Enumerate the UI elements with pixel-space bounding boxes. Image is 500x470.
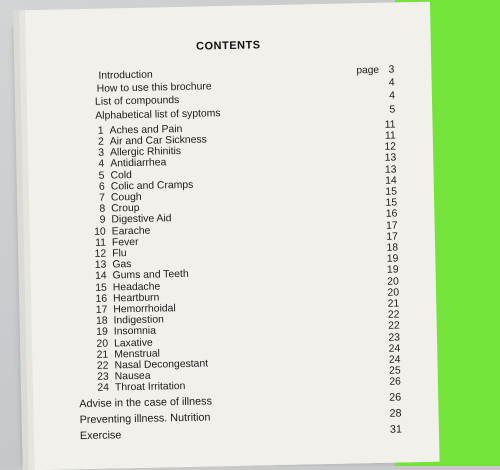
toc-page-number: 11 xyxy=(384,119,396,131)
toc-entry-label: Croup xyxy=(111,203,140,215)
toc-entry-label: Nausea xyxy=(114,370,151,383)
toc-entry-number: 15 xyxy=(95,282,107,294)
toc-entry-label: Allergic Rhinitis xyxy=(109,146,182,159)
toc-back-matter-entry xyxy=(80,411,211,426)
toc-page-number: 25 xyxy=(389,365,401,377)
toc-symptom-entry xyxy=(88,237,139,249)
toc-page-number: 15 xyxy=(385,186,398,198)
toc-front-matter-entry xyxy=(97,82,212,95)
toc-page-number: 20 xyxy=(387,287,400,299)
toc-entry-number: 4 xyxy=(98,159,105,171)
toc-entry-number: 12 xyxy=(94,248,107,260)
toc-page-number: 31 xyxy=(389,423,403,436)
toc-entry-label: Cold xyxy=(110,169,133,182)
toc-symptom-entry xyxy=(87,180,194,193)
toc-page-number: 19 xyxy=(386,264,399,277)
toc-entry-number: 16 xyxy=(95,293,108,305)
toc-front-matter-entry xyxy=(95,95,180,108)
toc-entry-label: Flu xyxy=(112,248,127,260)
toc-entry-number: 2 xyxy=(97,136,104,148)
toc-entry-number: 1 xyxy=(97,125,104,137)
toc-page-number: 26 xyxy=(389,391,402,404)
toc-page-number: 16 xyxy=(385,208,398,221)
toc-page-number: 4 xyxy=(389,90,396,103)
toc-entry-label: Gas xyxy=(112,259,132,271)
toc-symptom-entry xyxy=(88,259,131,271)
toc-entry-number: 24 xyxy=(97,382,110,395)
toc-entry-label: Digestive Aid xyxy=(111,213,172,226)
toc-entry-label: Colic and Cramps xyxy=(110,179,194,193)
toc-page-number: 22 xyxy=(388,320,400,333)
toc-entry-label: Fever xyxy=(111,236,139,249)
toc-entry-label: List of compounds xyxy=(94,95,180,109)
toc-entry-label: Hemorrhoidal xyxy=(113,303,176,316)
toc-symptom-entry xyxy=(87,203,140,215)
toc-symptom-entry xyxy=(91,381,186,394)
toc-symptom-entry xyxy=(87,214,171,227)
toc-entry-label: Air and Car Sickness xyxy=(109,134,207,148)
toc-front-matter-entry xyxy=(95,108,221,122)
toc-entry-label: Antidiarrhea xyxy=(110,157,167,170)
toc-entry-label: Preventing illness. Nutrition xyxy=(79,411,211,426)
toc-page-number: 24 xyxy=(388,343,401,355)
toc-entry-number: 5 xyxy=(98,170,105,182)
toc-entry-label: Heartburn xyxy=(112,292,160,305)
toc-symptom-entry xyxy=(88,225,151,237)
toc-entry-label: Indigestion xyxy=(113,314,164,327)
toc-page-number: 13 xyxy=(384,164,397,176)
toc-symptom-entry xyxy=(86,146,181,159)
toc-entry-number: 8 xyxy=(99,203,106,215)
toc-symptom-entry xyxy=(88,248,127,260)
toc-entry-label: Headache xyxy=(112,281,161,294)
toc-page-number: 21 xyxy=(387,298,400,310)
toc-page-number: 28 xyxy=(389,407,402,420)
toc-page-number: 4 xyxy=(388,77,395,89)
toc-entry-label: Laxative xyxy=(113,337,153,350)
toc-symptom-entry xyxy=(86,170,132,182)
toc-page-number: 13 xyxy=(384,152,397,165)
toc-entry-label: Introduction xyxy=(98,69,153,82)
toc-entry-label: Gums and Teeth xyxy=(112,269,189,282)
toc-entry-label: Cough xyxy=(110,191,142,204)
toc-entry-number: 18 xyxy=(95,315,108,328)
toc-page-number: 20 xyxy=(387,276,399,288)
toc-back-matter-entry xyxy=(80,429,122,442)
toc-entry-number: 7 xyxy=(99,192,106,204)
toc-entry-label: How to use this brochure xyxy=(96,81,212,95)
page-column-label: page xyxy=(356,64,380,77)
toc-entry-label: Throat Irritation xyxy=(114,381,186,394)
toc-entry-number: 11 xyxy=(95,237,107,249)
toc-page-number: 17 xyxy=(386,231,398,243)
toc-entry-number: 10 xyxy=(94,226,106,238)
toc-entry-number: 6 xyxy=(98,181,105,193)
toc-entry-number: 21 xyxy=(96,349,109,361)
toc-page-number: 24 xyxy=(388,354,401,366)
toc-page-number: 23 xyxy=(388,332,401,344)
toc-entry-number: 20 xyxy=(96,338,109,350)
toc-entry-label: Insomnia xyxy=(113,325,157,338)
toc-entry-label: Alphabetical list of syptoms xyxy=(95,107,221,122)
toc-page-number: 17 xyxy=(385,220,398,232)
toc-entry-number: 22 xyxy=(96,360,109,372)
toc-entry-label: Aches and Pain xyxy=(109,123,183,137)
toc-page-number: 14 xyxy=(385,175,397,187)
toc-entry-label: Nasal Decongestant xyxy=(114,358,209,372)
toc-entry-number: 19 xyxy=(96,326,108,339)
toc-page-number: 15 xyxy=(385,197,398,209)
toc-symptom-entry xyxy=(87,192,142,204)
toc-page-number: 19 xyxy=(386,253,399,265)
toc-entry-label: Advise in the case of illness xyxy=(79,395,213,410)
toc-entry-number: 9 xyxy=(99,214,106,227)
toc-page-number: 11 xyxy=(384,130,396,142)
contents-page xyxy=(25,2,440,470)
toc-symptom-entry xyxy=(89,269,189,282)
toc-page-number: 18 xyxy=(386,242,399,254)
toc-page-number: 26 xyxy=(389,376,402,389)
toc-entry-label: Exercise xyxy=(79,428,122,442)
toc-entry-number: 13 xyxy=(94,259,107,272)
toc-entry-number: 17 xyxy=(95,304,108,316)
contents-title: CONTENTS xyxy=(195,39,261,53)
toc-symptom-entry xyxy=(86,158,166,171)
toc-back-matter-entry xyxy=(79,395,212,410)
toc-entry-number: 14 xyxy=(94,270,107,283)
toc-page-number: 5 xyxy=(389,104,396,116)
toc-front-matter-entry xyxy=(98,70,153,82)
toc-entry-label: Menstrual xyxy=(114,348,161,361)
toc-entry-label: Earache xyxy=(111,225,151,238)
toc-entry-number: 23 xyxy=(97,371,109,383)
toc-page-number: 3 xyxy=(388,64,395,76)
toc-entry-number: 3 xyxy=(98,147,105,159)
toc-page-number: 12 xyxy=(384,141,397,153)
toc-page-number: 22 xyxy=(387,309,400,321)
